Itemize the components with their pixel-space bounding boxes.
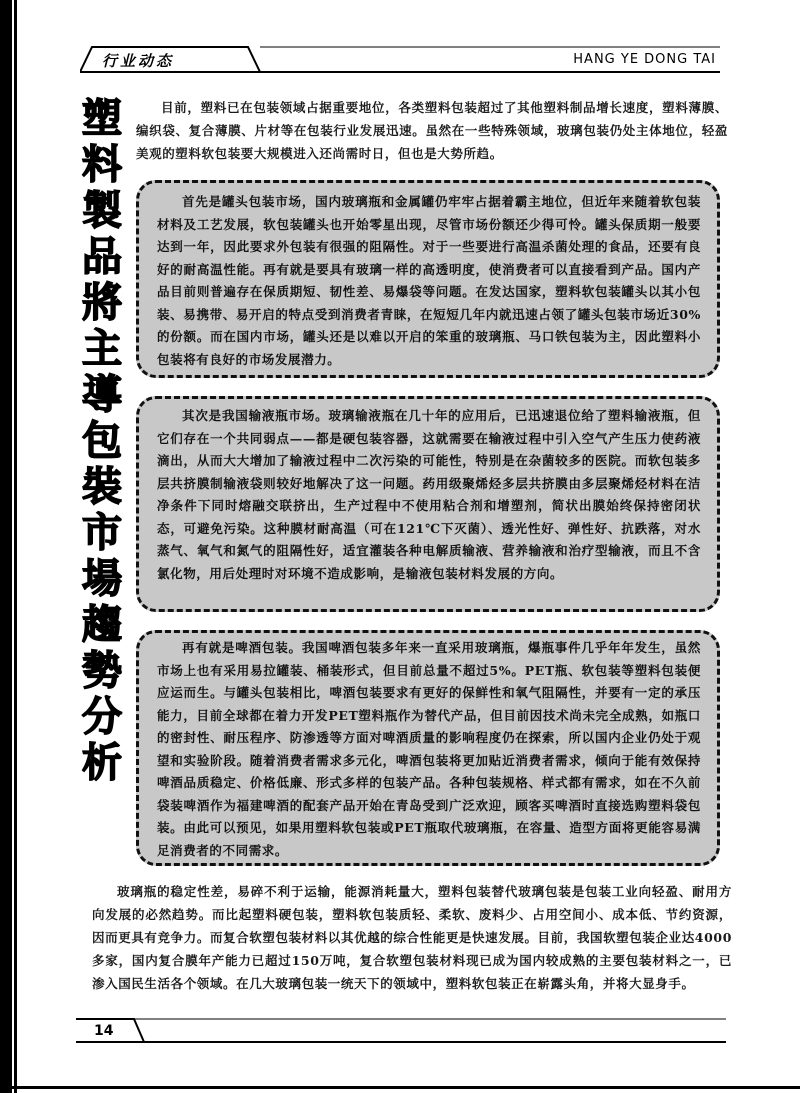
title-char: 將 [82, 280, 122, 326]
title-char: 場 [82, 556, 122, 602]
canned-food-section [136, 180, 720, 378]
page-header [80, 44, 720, 78]
title-char: 裝 [82, 464, 122, 510]
left-frame-line [14, 0, 17, 1093]
beer-section [136, 630, 720, 866]
title-char: 主 [82, 326, 122, 372]
title-char: 料 [82, 142, 122, 188]
canned-food-paragraph: 首先是罐头包装市场，国内玻璃瓶和金属罐仍牢牢占据着霸主地位，但近年来随着软包装材料及工艺发展，软包装罐头也开始零星出现，尽管市场份额还少得可怜。罐头保质期一般要达到一年，因此要求外包装有很强的阻隔性。对于一些要进行高温杀菌处理的食品，还要有良好的耐高温性能。再有就是要具有玻璃一样的高透明度，使消费者可以直接看到产品。国内产品目前则普遍存在保质期短、韧性差、易爆袋等问题。在发达国家，塑料软包装罐头以其小包装、易携带、易开启的特点受到消费者青睐，在短短几年内就迅速占领了罐头包装市场近30%的份额。而在国内市场，罐头还是以难以开启的笨重的玻璃瓶、马口铁包装为主，因此塑料小包装将有良好的市场发展潜力。 [157, 194, 701, 367]
beer-paragraph: 再有就是啤酒包装。我国啤酒包装多年来一直采用玻璃瓶，爆瓶事件几乎年年发生，虽然市场上也有采用易拉罐装、桶装形式，但目前总量不超过5%。PET瓶、软包装等塑料包装便应运而生。与罐头包装相比，啤酒包装要求有更好的保鲜性和氧气阻隔性，并要有一定的承压能力，目前全球都在着力开发PET塑料瓶作为替代产品，但目前因技术尚未完全成熟，如瓶口的密封性、耐压程序、防渗透等方面对啤酒质量的影响程度仍在探索，所以国内企业仍处于观望和实验阶段。随着消费者需求多元化，啤酒包装将更加贴近消费者需求，倾向于能有效保持啤酒品质稳定、价格低廉、形式多样的包装产品。各种包装规格、样式都有需求，如在不久前袋装啤酒作为福建啤酒的配套产品开始在青岛受到广泛欢迎，顾客买啤酒时直接选购塑料袋包装。由此可以预见，如果用塑料软包装或PET瓶取代玻璃瓶，在容量、造型方面将更能容易满足消费者的不同需求。 [157, 640, 701, 858]
title-char: 析 [82, 740, 122, 786]
section-title-pinyin: HANG YE DONG TAI [573, 52, 716, 67]
footer-decoration [76, 1016, 726, 1046]
title-char: 導 [82, 372, 122, 418]
intro-paragraph: 目前，塑料已在包装领域占据重要地位，各类塑料包装超过了其他塑料制品增长速度，塑料薄膜、编织袋、复合薄膜、片材等在包装行业发展迅速。虽然在一些特殊领域，玻璃包装仍处主体地位，轻盈美观的塑料软包装要大规模进入还尚需时日，但也是大势所趋。 [136, 100, 728, 161]
title-char: 趨 [82, 602, 122, 648]
title-char: 分 [82, 694, 122, 740]
title-char: 品 [82, 234, 122, 280]
article-title-vertical [72, 96, 132, 786]
conclusion-paragraph: 玻璃瓶的稳定性差，易碎不利于运输，能源消耗量大，塑料包装替代玻璃包装是包装工业向轻盈、耐用方向发展的必然趋势。而比起塑料硬包装，塑料软包装质轻、柔软、废料少、占用空间小、成本低、节约资源，因而更具有竞争力。而复合软塑包装材料以其优越的综合性能更是快速发展。目前，我国软塑包装企业达4000多家，国内复合膜年产能力已超过150万吨，复合软塑包装材料现已成为国内较成熟的主要包装材料之一，已渗入国民生活各个领域。在几大玻璃包装一统天下的领域中，塑料软包装正在崭露头角，并将大显身手。 [92, 884, 732, 991]
page-footer [76, 1016, 726, 1046]
title-char: 製 [82, 188, 122, 234]
page-number: 14 [94, 1023, 114, 1039]
bottom-frame-line [0, 1086, 800, 1089]
title-char: 包 [82, 418, 122, 464]
left-frame-bar [0, 0, 12, 1093]
title-char: 市 [82, 510, 122, 556]
section-title: 行业动态 [102, 52, 175, 70]
infusion-paragraph: 其次是我国输液瓶市场。玻璃输液瓶在几十年的应用后，已迅速退位给了塑料输液瓶，但它们存在一个共同弱点——都是硬包装容器，这就需要在输液过程中引入空气产生压力使药液滴出，从而大大增加了输液过程中二次污染的可能性，特别是在杂菌较多的医院。而软包装多层共挤膜制输液袋则较好地解决了这一问题。药用级聚烯烃多层共挤膜由多层聚烯烃材料在洁净条件下同时熔融交联挤出，生产过程中不使用粘合剂和增塑剂，简状出膜始终保持密闭状态，可避免污染。这种膜材耐高温（可在121℃下灭菌）、透光性好、弹性好、抗跌落，对水蒸气、氧气和氮气的阻隔性好，适宜灌装各种电解质输液、营养输液和治疗型输液，而且不含氯化物，用后处理时对环境不造成影响，是输液包装材料发展的方向。 [157, 408, 701, 581]
infusion-section [136, 396, 720, 612]
title-char: 塑 [82, 96, 122, 142]
title-char: 勢 [82, 648, 122, 694]
